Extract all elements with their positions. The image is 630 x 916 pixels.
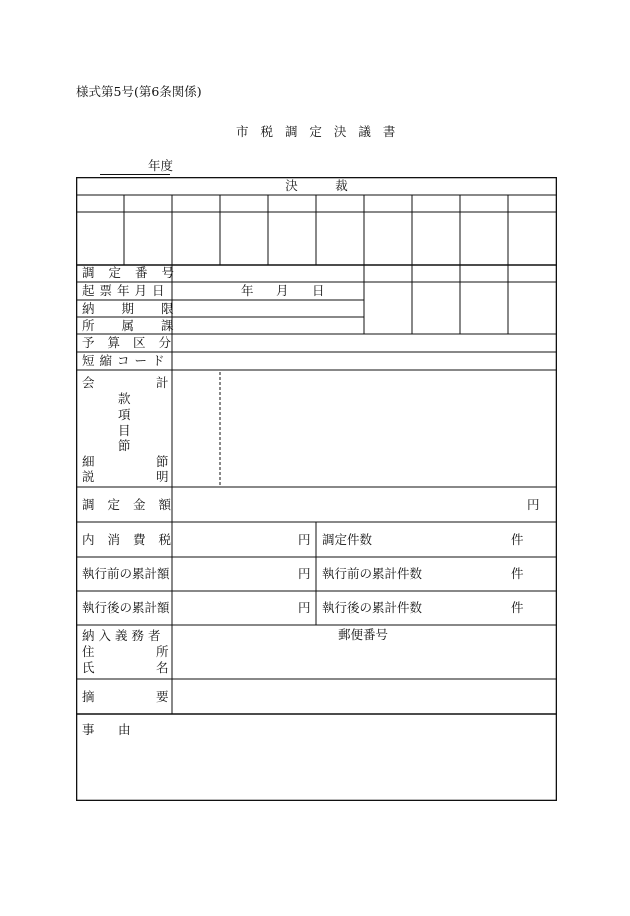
label-jusho-right: 所: [156, 644, 169, 659]
label-setsumei-right: 明: [156, 469, 169, 484]
approval-header: 決 裁: [285, 178, 348, 193]
ken-unit-1: 件: [511, 532, 524, 547]
ken-unit-2: 件: [511, 566, 524, 581]
label-tekiyo-right: 要: [156, 689, 169, 704]
label-shozoku-ka: 所属課: [82, 318, 201, 333]
label-jiyu-right: 由: [118, 722, 131, 737]
label-chotei-bango: [82, 265, 189, 280]
jiyu-field[interactable]: [136, 737, 554, 797]
label-tekiyo-left: 摘: [82, 689, 95, 704]
payer-field[interactable]: [173, 626, 556, 679]
approval-stamp-area[interactable]: [76, 212, 557, 265]
label-saisetsu-left: 細: [82, 454, 95, 469]
yen-before-unit: 円: [298, 566, 311, 581]
label-setsu: 節: [118, 438, 131, 453]
label-jiyu-left: 事: [82, 722, 95, 737]
label-kaikei-right: 計: [156, 375, 169, 390]
label-kan: 款: [118, 391, 131, 406]
yen-after-unit: 円: [298, 600, 311, 615]
label-uchi-shohizei: 内消費税: [82, 532, 185, 547]
label-shimei-right: 名: [156, 660, 169, 675]
label-kihyo-nengappi: 起票年月日: [82, 283, 170, 298]
yen-tax-unit: 円: [298, 532, 311, 547]
label-after-total: 執行後の累計額: [82, 600, 170, 615]
shozoku-ka-field[interactable]: [173, 318, 363, 334]
postal-code-label: 郵便番号: [338, 627, 389, 642]
label-before-count: 執行前の累計件数: [322, 566, 423, 581]
date-month-label: 月: [276, 283, 289, 298]
label-yosan-kubun: 予算区分: [82, 335, 185, 350]
tanshuku-code-field[interactable]: [173, 353, 556, 370]
account-detail-field[interactable]: [221, 371, 556, 486]
fiscal-year-label: 年度: [148, 158, 174, 173]
yen-total-unit: 円: [527, 497, 540, 512]
resolution-form: [76, 177, 557, 801]
yosan-kubun-field[interactable]: [173, 335, 556, 352]
date-day-label: 日: [312, 283, 325, 298]
label-gimusha: 納入義務者: [82, 628, 165, 643]
fiscal-year-underline[interactable]: [100, 174, 170, 175]
chotei-kingaku-field[interactable]: [173, 488, 513, 522]
label-ko: 項: [118, 407, 131, 422]
label-after-count: 執行後の累計件数: [322, 600, 423, 615]
label-tanshuku-code: 短縮コード: [82, 353, 170, 368]
label-saisetsu-right: 節: [156, 454, 169, 469]
label-moku: 目: [118, 423, 131, 438]
label-noki: 納期限: [82, 301, 201, 316]
label-chotei-kingaku: 調定金額: [82, 497, 185, 512]
label-text: 調定番号: [82, 265, 189, 280]
noki-field[interactable]: [173, 300, 363, 317]
form-number: 様式第5号(第6条関係): [76, 84, 202, 99]
label-kaikei-left: 会: [82, 375, 95, 390]
label-shimei-left: 氏: [82, 660, 95, 675]
label-chotei-kensu: 調定件数: [322, 532, 373, 547]
label-jusho-left: 住: [82, 644, 95, 659]
label-setsumei-left: 説: [82, 469, 95, 484]
date-year-label: 年: [241, 283, 254, 298]
tekiyo-field[interactable]: [173, 680, 556, 714]
document-title: 市 税 調 定 決 議 書: [236, 124, 400, 139]
chotei-bango-field[interactable]: [173, 266, 363, 282]
label-before-total: 執行前の累計額: [82, 566, 170, 581]
ken-unit-3: 件: [511, 600, 524, 615]
